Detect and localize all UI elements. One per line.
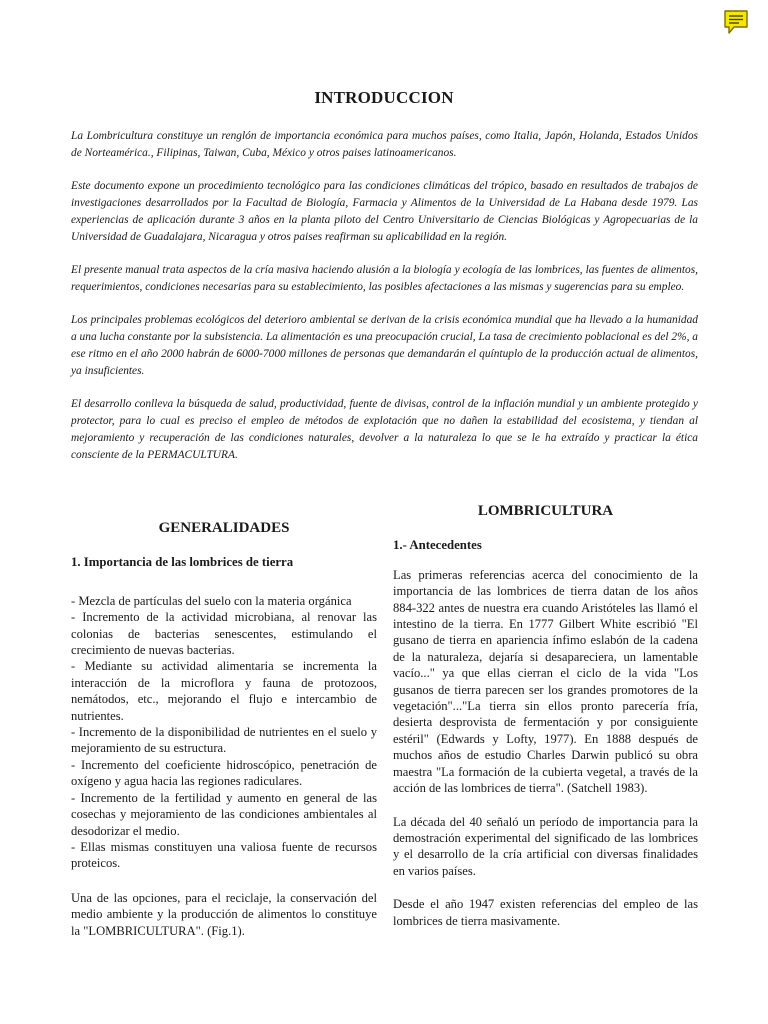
comment-icon-graphic [722,8,750,36]
intro-paragraph: Este documento expone un procedimiento tecnológico para las condiciones climáticas del trópico, basado en resultados de trabajos de investigaciones desarrollados por la Facultad de Biología, Farmacia y Alimentos de la Universidad de La Habana desde 1979. Las experiencias de aplicación durante 3 años en la planta piloto del Centro Universitario de Ciencias Biológicas y Agropecuarias de la Universidad de Guadalajara, Nicaragua y otros paises reafirman su aplicabilidad en la región. [71,180,698,243]
antecedentes-paragraph: Desde el año 1947 existen referencias del empleo de las lombrices de tierra masivamente. [393,897,698,928]
intro-section [71,128,698,480]
comment-icon[interactable] [722,8,750,36]
importancia-subtitle: 1. Importancia de las lombrices de tierra [71,555,294,570]
list-item: - Incremento de la fertilidad y aumento en general de las cosechas y mejoramiento de las condiciones ambientales al desodorizar el medio. [71,790,377,838]
list-item: - Mediante su actividad alimentaria se incrementa la interacción de la microflora y fauna de protozoos, nemátodos, etc., mejorando el flujo e intercambio de nutrientes. [71,659,377,723]
antecedentes-paragraph: Las primeras referencias acerca del conocimiento de la importancia de las lombrices de tierra datan de los años 884-322 antes de nuestra era cuando Aristóteles las llamó el intestino de la tierra. En 1777 Gilbert White escribió "El gusano de tierra en apariencia ínfimo eslabón de la cadena de la naturaleza, dejaría si desapareciera, un lamentable vacío..." ya que ellas cierran el ciclo de la vida "Los gusanos de tierra parecen ser los grandes promotores de la vegetación"..."La tierra sin ellos pronto parecería fría, desierta desprovista de fermentación y por consiguiente estéril" (Edwards y Lofty, 1977). En 1888 después de muchos años de estudio Charles Darwin publicó su obra maestra "La formación de la cubierta vegetal, a través de la acción de las lombrices de tierra". (Satchell 1983). [393,567,698,796]
intro-paragraph: El desarrollo conlleva la búsqueda de salud, productividad, fuente de divisas, control de la inflación mundial y un ambiente protegido y protector, para lo cual es preciso el empleo de métodos de explotación que no dañen la estabilidad del ecosistema, y tiendan al mejoramiento y recuperación de las condiciones naturales, devolver a la naturaleza lo que se le ha extraído y practicar la ética consciente de la PERMACULTURA. [71,398,698,461]
lombricultura-title: LOMBRICULTURA [477,503,614,519]
intro-paragraph: La Lombricultura constituye un renglón de importancia económica para muchos países, como Italia, Japón, Holanda, Estados Unidos de Norteamérica., Filipinas, Taiwan, Cuba, México y otros paises latinoamericanos. [71,130,698,159]
generalidades-title: GENERALIDADES [158,520,290,536]
list-item: - Ellas mismas constituyen una valiosa fuente de recursos proteicos. [71,839,377,871]
list-item: - Incremento del coeficiente hidroscópico, penetración de oxígeno y agua hacia las regiones radiculares. [71,757,377,789]
closing-paragraph: Una de las opciones, para el reciclaje, la conservación del medio ambiente y la producción de alimentos lo constituye la "LOMBRICULTURA". (Fig.1). [71,890,377,938]
list-item: - Mezcla de partículas del suelo con la materia orgánica [71,593,352,608]
antecedentes-subtitle: 1.- Antecedentes [393,538,482,553]
list-item: - Incremento de la actividad microbiana, al renovar las colonias de bacterias senescentes, estimulando el crecimiento de nuevas bacterias. [71,610,377,658]
list-item: - Incremento de la disponibilidad de nutrientes en el suelo y mejoramiento de su estructura. [71,725,377,756]
intro-paragraph: Los principales problemas ecológicos del deterioro ambiental se derivan de la crisis económica mundial que ha llevado a la humanidad a una lucha constante por la subsistencia. La alimentación es una preocupación crucial, La tasa de crecimiento poblacional es del 2%, a ese ritmo en el año 2000 habrán de 6000-7000 millones de personas que demandarán el quíntuplo de la producción actual de alimentos, ya insuficientes. [71,314,698,377]
lombricultura-column [393,503,698,946]
generalidades-column [71,520,377,952]
intro-paragraph: El presente manual trata aspectos de la cría masiva haciendo alusión a la biología y ecología de las lombrices, las fuentes de alimentos, requerimientos, condiciones necesarias para su establecimiento, las posibles afectaciones a las mismas y sugerencias para su empleo. [71,264,698,293]
intro-title: INTRODUCCION [314,88,454,107]
antecedentes-paragraph: La década del 40 señaló un período de importancia para la demostración experimental del significado de las lombrices y el desarrollo de la cría artificial con diversas finalidades en varios países. [393,814,698,878]
